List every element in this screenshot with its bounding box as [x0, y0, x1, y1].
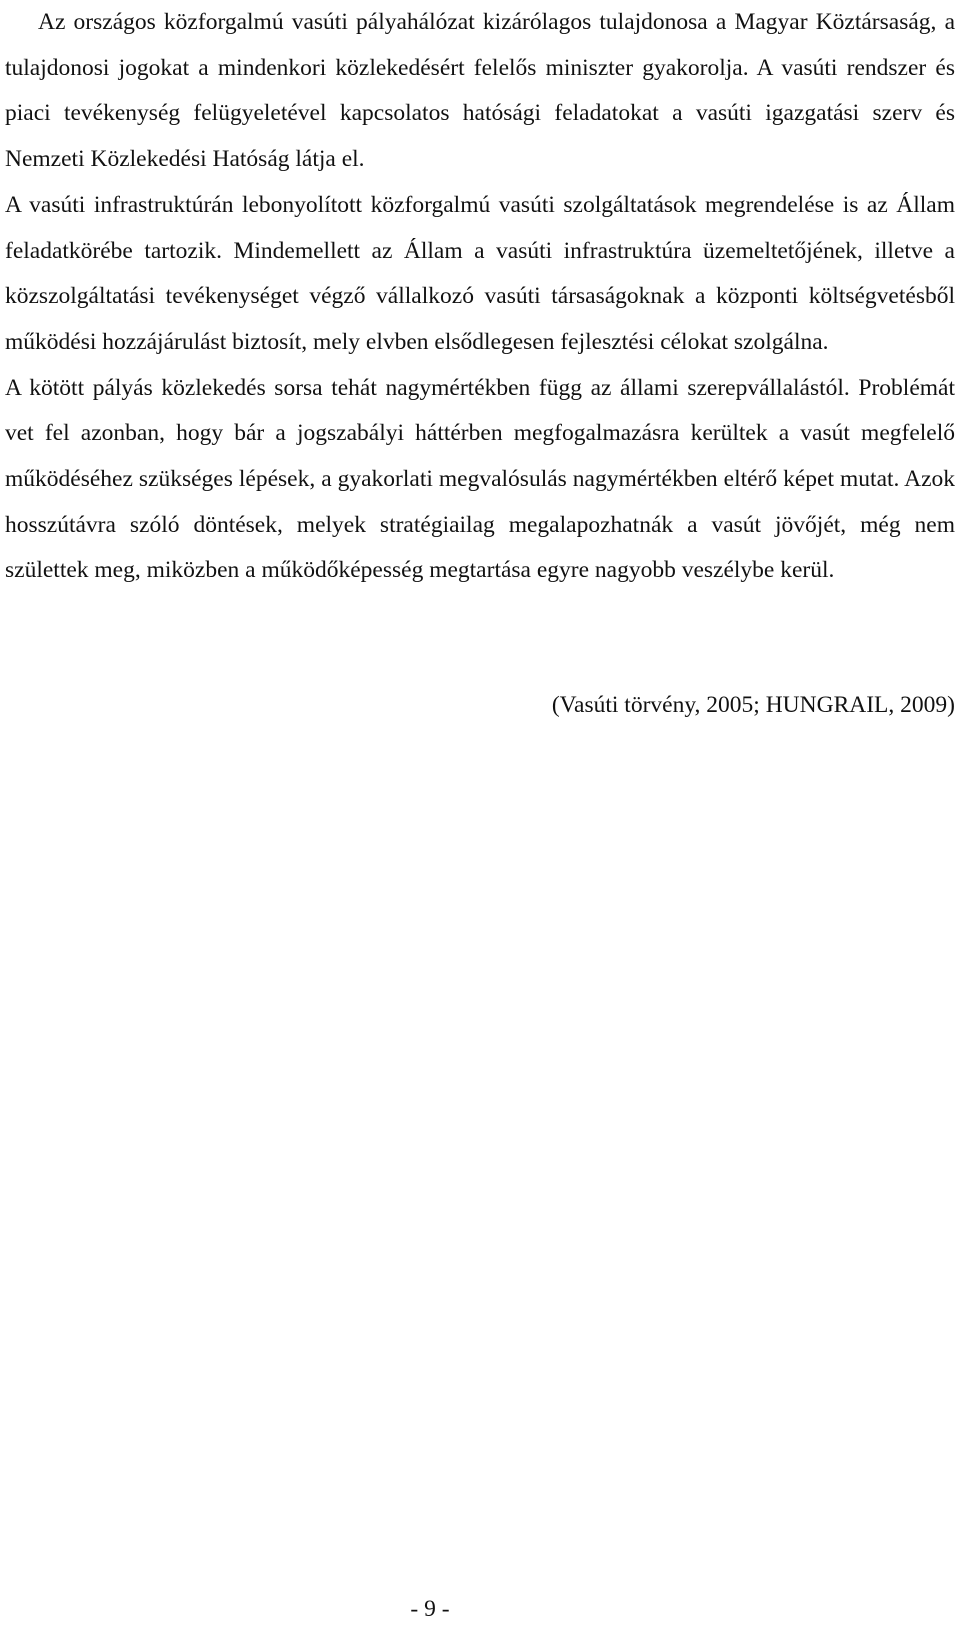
- paragraph-ownership: Az országos közforgalmú vasúti pályahálózat kizárólagos tulajdonosa a Magyar Köztársaság, a tulajdonosi jogokat a mindenkori közlekedésért felelős miniszter gyakorolja. A vasúti rendszer és piaci tevékenység felügyeletével kapcsolatos hatósági feladatokat a vasúti igazgatási szerv és Nemzeti Közlekedési Hatóság látja el.: [5, 9, 955, 173]
- body-text: [5, 0, 955, 594]
- paragraph-state-role: A vasúti infrastruktúrán lebonyolított közforgalmú vasúti szolgáltatások megrendelése is az Állam feladatkörébe tartozik. Mindemellett az Állam a vasúti infrastruktúra üzemeltetőjének, illetve a közszolgáltatási tevékenységet végző vállalkozó vasúti társaságoknak a központi költségvetésből működési hozzájárulást biztosít, mely elvben elsődlegesen fejlesztési célokat szolgálna.: [5, 191, 955, 355]
- page-number-wrapper: [0, 1594, 960, 1624]
- paragraph-conclusion: A kötött pályás közlekedés sorsa tehát nagymértékben függ az állami szerepvállalástól. Problémát vet fel azonban, hogy bár a jogszabályi háttérben megfogalmazásra kerültek a vasút megfelelő működéséhez szükséges lépések, a gyakorlati megvalósulás nagymértékben eltérő képet mutat. Azok hosszútávra szóló döntések, melyek stratégiailag megalapozhatnák a vasút jövőjét, még nem születtek meg, miközben a működőképesség megtartása egyre nagyobb veszélybe kerül.: [5, 374, 955, 584]
- citation: (Vasúti törvény, 2005; HUNGRAIL, 2009): [551, 692, 955, 718]
- page-number: - 9 -: [410, 1596, 450, 1622]
